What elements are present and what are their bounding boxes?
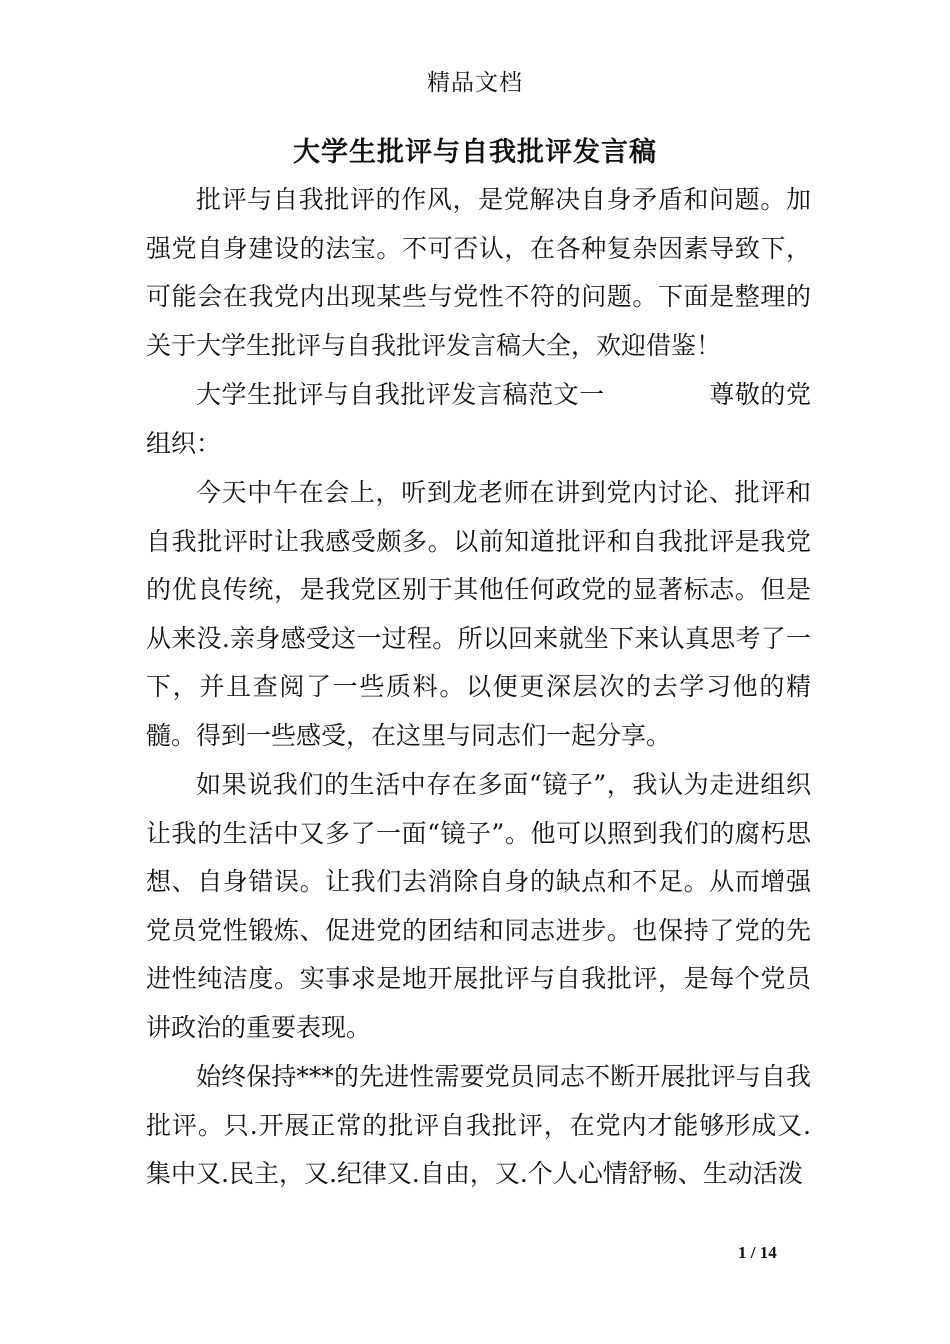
document-header: 精品文档 [427, 70, 523, 96]
section-heading-paragraph [146, 371, 811, 468]
body-paragraph-1: 今天中午在会上，听到龙老师在讲到党内讨论、批评和自我批评时让我感受颇多。以前知道批评和自我批评是我党的优良传统，是我党区别于其他任何政党的显著标志。但是从来没.亲身感受这一过程。所以回来就坐下来认真思考了一下，并且查阅了一些质料。以便更深层次的去学习他的精髓。得到一些感受，在这里与同志们一起分享。 [146, 478, 811, 750]
document-title: 大学生批评与自我批评发言稿 [293, 137, 657, 168]
section-heading: 大学生批评与自我批评发言稿范文一 [196, 380, 605, 409]
body-paragraph-2: 如果说我们的生活中存在多面“镜子”，我认为走进组织让我的生活中又多了一面“镜子”。他可以照到我们的腐朽思想、自身错误。让我们去消除自身的缺点和不足。从而增强党员党性锻炼、促进党的团结和同志进步。也保持了党的先进性纯洁度。实事求是地开展批评与自我批评，是每个党员讲政治的重要表现。 [146, 770, 811, 1042]
body-paragraph-3: 始终保持***的先进性需要党员同志不断开展批评与自我批评。只.开展正常的批评自我批评，在党内才能够形成又.集中又.民主，又.纪律又.自由，又.个人心情舒畅、生动活泼 [146, 1062, 811, 1188]
document-body [146, 176, 811, 1199]
page-number: 1 / 14 [738, 1243, 777, 1262]
intro-paragraph: 批评与自我批评的作风，是党解决自身矛盾和问题。加强党自身建设的法宝。不可否认，在各种复杂因素导致下，可能会在我党内出现某些与党性不符的问题。下面是整理的关于大学生批评与自我批评发言稿大全，欢迎借鉴！ [146, 185, 811, 360]
salutation: 尊敬的党组织： [146, 380, 811, 458]
